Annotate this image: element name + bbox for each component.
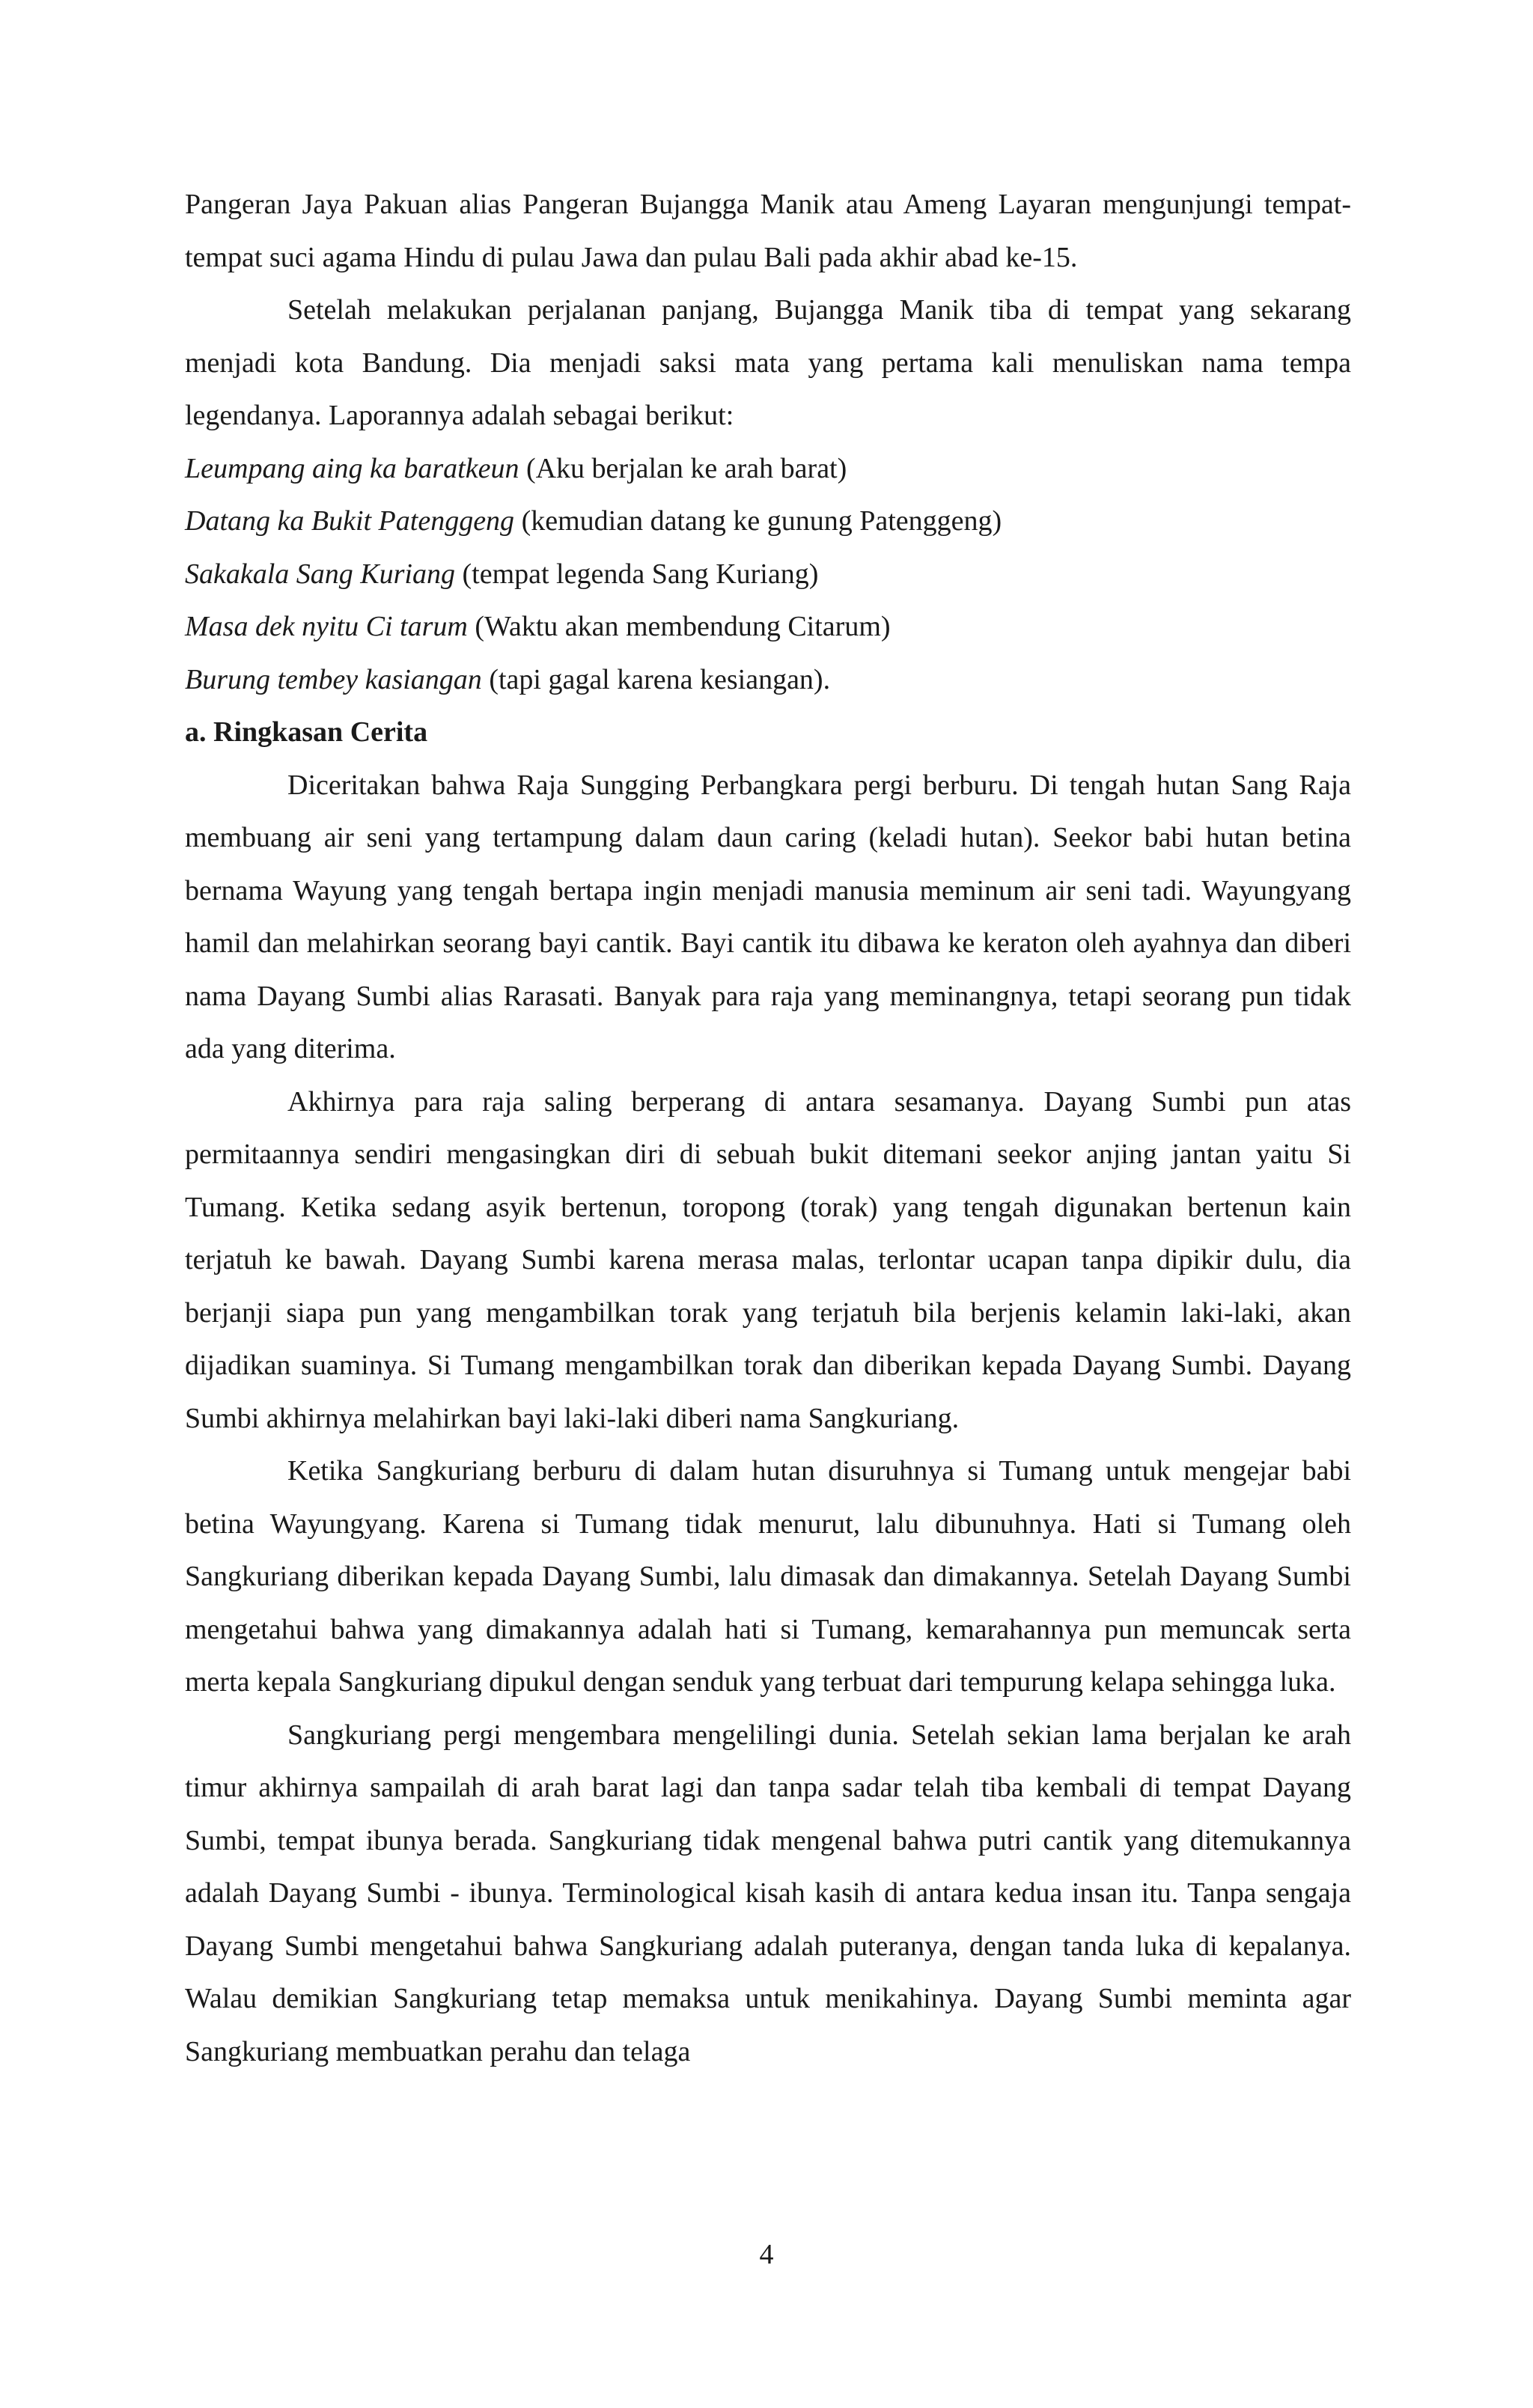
story-paragraph: Ketika Sangkuriang berburu di dalam hutan disuruhnya si Tumang untuk mengejar babi betina Wayungyang. Karena si Tumang tidak menurut, lalu dibunuhnya. Hati si Tumang oleh Sangkuriang diberikan kepada Dayang Sumbi, lalu dimasak dan dimakannya. Setelah Dayang Sumbi mengetahui bahwa yang dimakannya adalah hati si Tumang, kemarahannya pun memuncak serta merta kepala Sangkuriang dipukul dengan senduk yang terbuat dari tempurung kelapa sehingga luka.	[185, 1455, 1351, 1698]
poem-line	[185, 495, 1351, 548]
poem-line-translation: (Aku berjalan ke arah barat)	[519, 452, 847, 484]
poem-line-translation: (kemudian datang ke gunung Patenggeng)	[514, 505, 1002, 537]
intro-paragraph: Pangeran Jaya Pakuan alias Pangeran Bujangga Manik atau Ameng Layaran mengunjungi tempat-tempat suci agama Hindu di pulau Jawa dan pulau Bali pada akhir abad ke-15.	[185, 189, 1351, 273]
story-paragraph: Akhirnya para raja saling berperang di antara sesamanya. Dayang Sumbi pun atas permitaannya sendiri mengasingkan diri di sebuah bukit ditemani seekor anjing jantan yaitu Si Tumang. Ketika sedang asyik bertenun, toropong (torak) yang tengah digunakan bertenun kain terjatuh ke bawah. Dayang Sumbi karena merasa malas, terlontar ucapan tanpa dipikir dulu, dia berjanji siapa pun yang mengambilkan torak yang terjatuh bila berjenis kelamin laki-laki, akan dijadikan suaminya. Si Tumang mengambilkan torak dan diberikan kepada Dayang Sumbi. Dayang Sumbi akhirnya melahirkan bayi laki-laki diberi nama Sangkuriang.	[185, 1085, 1351, 1434]
story-paragraph: Sangkuriang pergi mengembara mengelilingi dunia. Setelah sekian lama berjalan ke arah timur akhirnya sampailah di arah barat lagi dan tanpa sadar telah tiba kembali di tempat Dayang Sumbi, tempat ibunya berada. Sangkuriang tidak mengenal bahwa putri cantik yang ditemukannya adalah Dayang Sumbi - ibunya. Terminological kisah kasih di antara kedua insan itu. Tanpa sengaja Dayang Sumbi mengetahui bahwa Sangkuriang adalah puteranya, dengan tanda luka di kepalanya. Walau demikian Sangkuriang tetap memaksa untuk menikahinya. Dayang Sumbi meminta agar Sangkuriang membuatkan perahu dan telaga	[185, 1719, 1351, 2067]
poem-line-original: Sakakala Sang Kuriang	[185, 558, 455, 590]
poem-line-original: Datang ka Bukit Patenggeng	[185, 505, 515, 537]
poem-line	[185, 600, 1351, 653]
poem-line	[185, 548, 1351, 601]
poem-line-translation: (Waktu akan membendung Citarum)	[467, 611, 891, 642]
poem-line-translation: (tapi gagal karena kesiangan).	[481, 663, 831, 695]
story-paragraph: Diceritakan bahwa Raja Sungging Perbangkara pergi berburu. Di tengah hutan Sang Raja membuang air seni yang tertampung dalam daun caring (keladi hutan). Seekor babi hutan betina bernama Wayung yang tengah bertapa ingin menjadi manusia meminum air seni tadi. Wayungyang hamil dan melahirkan seorang bayi cantik. Bayi cantik itu dibawa ke keraton oleh ayahnya dan diberi nama Dayang Sumbi alias Rarasati. Banyak para raja yang meminangnya, tetapi seorang pun tidak ada yang diterima.	[185, 769, 1351, 1064]
page-number: 4	[759, 2239, 774, 2270]
poem-block	[185, 442, 1351, 707]
poem-line	[185, 442, 1351, 496]
poem-line-original: Leumpang aing ka baratkeun	[185, 452, 519, 484]
poem-line-translation: (tempat legenda Sang Kuriang)	[454, 558, 819, 590]
poem-line	[185, 653, 1351, 707]
section-heading: a. Ringkasan Cerita	[185, 716, 428, 748]
poem-line-original: Masa dek nyitu Ci tarum	[185, 611, 468, 642]
travel-paragraph: Setelah melakukan perjalanan panjang, Bujangga Manik tiba di tempat yang sekarang menjadi kota Bandung. Dia menjadi saksi mata yang pertama kali menuliskan nama tempa legendanya. Laporannya adalah sebagai berikut:	[185, 294, 1351, 431]
poem-line-original: Burung tembey kasiangan	[185, 663, 482, 695]
page-content	[185, 178, 1351, 2078]
